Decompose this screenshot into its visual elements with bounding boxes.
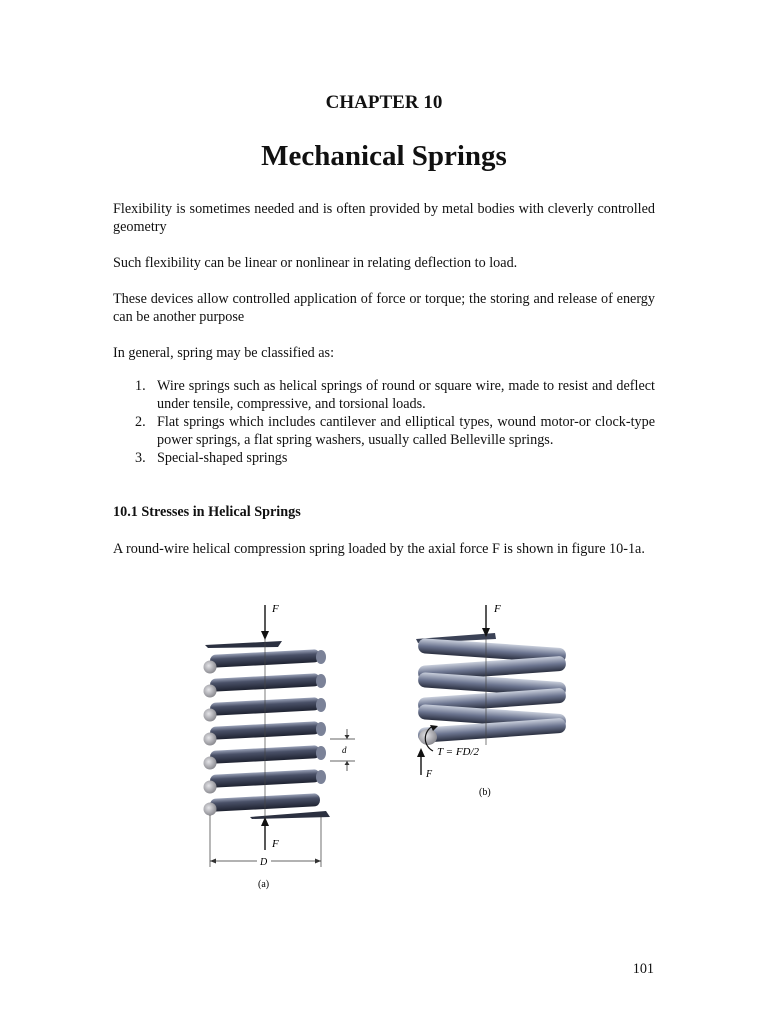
spring-b-cut-section [419, 729, 437, 745]
spring-a-bottom-end [250, 811, 330, 819]
list-item-number: 2. [135, 414, 146, 430]
spring-a-force-bottom-label: F [272, 838, 279, 850]
spring-a [204, 603, 356, 890]
wire-diameter-dimension [330, 729, 355, 771]
spring-b [416, 603, 566, 798]
spring-b-force-top-label: F [494, 603, 501, 615]
list-item-text: Special-shaped springs [157, 450, 288, 466]
paragraph-1: Flexibility is sometimes needed and is often provided by metal bodies with cleverly controlled geometry [113, 201, 655, 235]
spring-b-coils [418, 638, 567, 743]
page-number: 101 [632, 961, 654, 977]
list-item [113, 413, 655, 449]
section-heading: 10.1 Stresses in Helical Springs [113, 504, 301, 520]
list-item-text: Wire springs such as helical springs of round or square wire, made to resist and deflect under tensile, compressive, and torsional loads. [157, 378, 655, 412]
figure-a-caption: (a) [258, 879, 270, 890]
torque-label: T = FD/2 [437, 746, 480, 758]
list-item-number: 1. [135, 378, 146, 394]
list-item-text: Flat springs which includes cantilever and elliptical types, wound motor-or clock-type power springs, a flat spring washers, usually called Belleville springs. [157, 414, 655, 448]
figure-b-caption: (b) [479, 787, 491, 798]
paragraph-2: Such flexibility can be linear or nonlinear in relating deflection to load. [113, 255, 518, 271]
spring-a-top-end [205, 641, 282, 648]
paragraph-4: In general, spring may be classified as: [113, 345, 335, 361]
spring-a-force-top-label: F [272, 603, 279, 615]
paragraph-3: These devices allow controlled application of force or torque; the storing and release of energy can be another purpose [113, 291, 655, 325]
spring-classification-list [113, 377, 655, 467]
section-paragraph: A round-wire helical compression spring loaded by the axial force F is shown in figure 10-1a. [113, 541, 645, 557]
list-item [113, 377, 655, 413]
helical-spring-figure [190, 595, 590, 895]
chapter-label: CHAPTER 10 [325, 92, 443, 113]
list-item-number: 3. [135, 450, 146, 466]
mean-diameter-label: D [260, 857, 268, 868]
chapter-title: Mechanical Springs [261, 140, 507, 172]
spring-b-force-bottom-label: F [426, 769, 433, 780]
list-item [113, 449, 655, 467]
wire-diameter-label: d [342, 745, 347, 755]
